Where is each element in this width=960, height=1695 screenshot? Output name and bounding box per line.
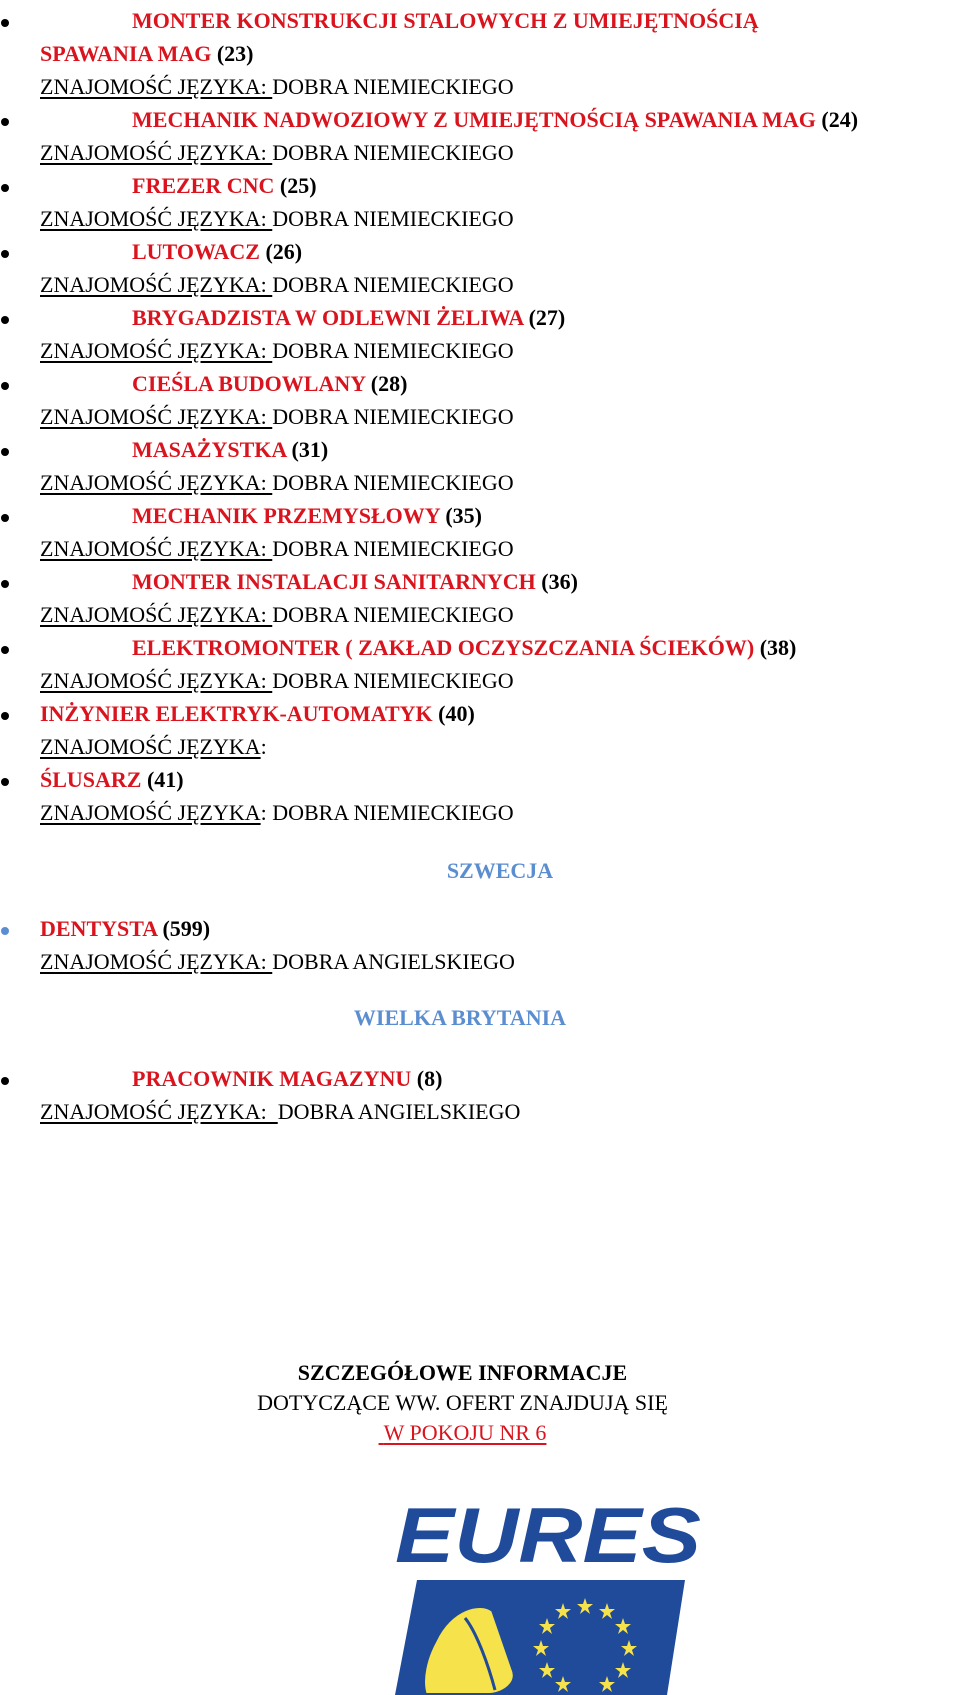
language-requirement (40, 730, 960, 763)
offer-item (0, 169, 960, 235)
offer-number: (41) (146, 767, 184, 792)
room-link (379, 1420, 547, 1445)
bullet-icon (1, 19, 9, 27)
offer-item (0, 1062, 960, 1128)
bullet-icon (1, 927, 9, 935)
offer-number: (35) (445, 503, 482, 528)
offer-title-line (40, 301, 960, 334)
bullet-icon (1, 778, 9, 786)
language-requirement (40, 532, 960, 565)
language-value: DOBRA NIEMIECKIEGO (272, 668, 514, 693)
offer-number: (8) (416, 1066, 443, 1091)
offer-title-line (40, 1062, 960, 1095)
language-requirement (40, 1095, 960, 1128)
offers-list (0, 4, 960, 1128)
offer-title-line (40, 37, 960, 70)
offer-title-line (40, 912, 960, 945)
offer-number: (26) (265, 239, 303, 264)
offer-title-line (40, 4, 960, 37)
offer-title-line (40, 499, 960, 532)
language-value: DOBRA NIEMIECKIEGO (272, 74, 514, 99)
job-title: ŚLUSARZ (40, 767, 142, 792)
offer-title-line (40, 697, 960, 730)
details-heading: SZCZEGÓŁOWE INFORMACJE (297, 1360, 628, 1385)
offer-title-line (40, 631, 960, 664)
offer-number: (23) (216, 41, 254, 66)
job-title: CIEŚLA BUDOWLANY (132, 371, 366, 396)
details-subheading: DOTYCZĄCE WW. OFERT ZNAJDUJĄ SIĘ (257, 1390, 668, 1415)
bullet-icon (1, 316, 9, 324)
language-requirement (40, 202, 960, 235)
room-line (0, 1418, 925, 1448)
bullet-icon (1, 580, 9, 588)
language-value: DOBRA NIEMIECKIEGO (272, 470, 514, 495)
language-requirement (40, 334, 960, 367)
language-value: DOBRA NIEMIECKIEGO (272, 206, 514, 231)
language-label: ZNAJOMOŚĆ JĘZYKA: (40, 272, 273, 297)
details-info (0, 1358, 925, 1448)
language-value: DOBRA NIEMIECKIEGO (272, 338, 514, 363)
job-title: ELEKTROMONTER ( ZAKŁAD OCZYSZCZANIA ŚCIEKÓW) (132, 635, 755, 660)
language-label: ZNAJOMOŚĆ JĘZYKA: (40, 404, 273, 429)
job-title: LUTOWACZ (132, 239, 260, 264)
offer-item (0, 235, 960, 301)
offer-title-line (40, 433, 960, 466)
offer-title-line (40, 565, 960, 598)
offer-item (0, 697, 960, 763)
bullet-icon (1, 382, 9, 390)
job-title: MONTER KONSTRUKCJI STALOWYCH Z UMIEJĘTNOŚCIĄ (132, 8, 759, 33)
language-value: : (260, 734, 267, 759)
language-value: : DOBRA NIEMIECKIEGO (260, 800, 514, 825)
language-value: DOBRA NIEMIECKIEGO (272, 602, 514, 627)
offer-number: (31) (291, 437, 329, 462)
offer-number: (40) (438, 701, 475, 726)
language-requirement (40, 598, 960, 631)
offer-item (0, 631, 960, 697)
offer-item (0, 499, 960, 565)
language-label: ZNAJOMOŚĆ JĘZYKA: (40, 668, 273, 693)
language-label: ZNAJOMOŚĆ JĘZYKA: (40, 949, 273, 974)
room-text: W POKOJU NR 6 (383, 1420, 547, 1445)
bullet-icon (1, 448, 9, 456)
language-requirement (40, 796, 960, 829)
language-requirement (40, 664, 960, 697)
language-value: DOBRA NIEMIECKIEGO (272, 536, 514, 561)
offer-item (0, 433, 960, 499)
offer-item (0, 763, 960, 829)
language-value: DOBRA NIEMIECKIEGO (272, 404, 514, 429)
offer-number: (24) (821, 107, 859, 132)
bullet-icon (1, 250, 9, 258)
language-value: DOBRA ANGIELSKIEGO (272, 949, 515, 974)
job-title-continued: SPAWANIA MAG (40, 41, 212, 66)
job-title: BRYGADZISTA W ODLEWNI ŻELIWA (132, 305, 524, 330)
language-label: ZNAJOMOŚĆ JĘZYKA (40, 734, 261, 759)
job-title: MECHANIK PRZEMYSŁOWY (132, 503, 440, 528)
language-label: ZNAJOMOŚĆ JĘZYKA: (40, 602, 273, 627)
offer-item (0, 103, 960, 169)
language-label: ZNAJOMOŚĆ JĘZYKA: (40, 536, 273, 561)
job-title: MECHANIK NADWOZIOWY Z UMIEJĘTNOŚCIĄ SPAWANIA MAG (132, 107, 816, 132)
offer-item (0, 912, 960, 978)
offer-number: (36) (541, 569, 578, 594)
language-requirement (40, 70, 960, 103)
bullet-icon (1, 514, 9, 522)
language-requirement (40, 400, 960, 433)
language-requirement (40, 136, 960, 169)
job-title: PRACOWNIK MAGAZYNU (132, 1066, 412, 1091)
offer-title-line (40, 367, 960, 400)
offer-title-line (40, 763, 960, 796)
offer-item (0, 4, 960, 103)
offer-number: (38) (759, 635, 797, 660)
job-title: MONTER INSTALACJI SANITARNYCH (132, 569, 536, 594)
offer-title-line (40, 103, 955, 136)
offer-item (0, 565, 960, 631)
bullet-icon (1, 184, 9, 192)
job-title: INŻYNIER ELEKTRYK-AUTOMATYK (40, 701, 433, 726)
job-title: FREZER CNC (132, 173, 275, 198)
language-requirement (40, 945, 960, 978)
offer-title-line (40, 169, 960, 202)
offer-item (0, 301, 960, 367)
offer-item (0, 367, 960, 433)
bullet-icon (1, 712, 9, 720)
bullet-icon (1, 118, 9, 126)
language-label: ZNAJOMOŚĆ JĘZYKA: (40, 1099, 278, 1124)
offer-number: (27) (528, 305, 566, 330)
language-label: ZNAJOMOŚĆ JĘZYKA: (40, 470, 273, 495)
language-value: DOBRA ANGIELSKIEGO (277, 1099, 521, 1124)
language-requirement (40, 466, 960, 499)
language-label: ZNAJOMOŚĆ JĘZYKA: (40, 74, 273, 99)
language-label: ZNAJOMOŚĆ JĘZYKA: (40, 338, 273, 363)
language-label: ZNAJOMOŚĆ JĘZYKA (40, 800, 261, 825)
language-value: DOBRA NIEMIECKIEGO (272, 140, 514, 165)
bullet-icon (1, 646, 9, 654)
offer-number: (28) (370, 371, 408, 396)
job-title: MASAŻYSTKA (132, 437, 287, 462)
language-value: DOBRA NIEMIECKIEGO (272, 272, 514, 297)
offer-number: (599) (162, 916, 211, 941)
job-title: DENTYSTA (40, 916, 157, 941)
offer-title-line (40, 235, 960, 268)
country-heading-sweden: SZWECJA (446, 858, 554, 883)
bullet-icon (1, 1077, 9, 1085)
language-requirement (40, 268, 960, 301)
offer-number: (25) (279, 173, 317, 198)
country-heading-uk: WIELKA BRYTANIA (353, 1005, 567, 1030)
language-label: ZNAJOMOŚĆ JĘZYKA: (40, 206, 273, 231)
language-label: ZNAJOMOŚĆ JĘZYKA: (40, 140, 273, 165)
eures-logo (395, 1490, 715, 1695)
eures-logo-text: EURES (395, 1491, 701, 1579)
